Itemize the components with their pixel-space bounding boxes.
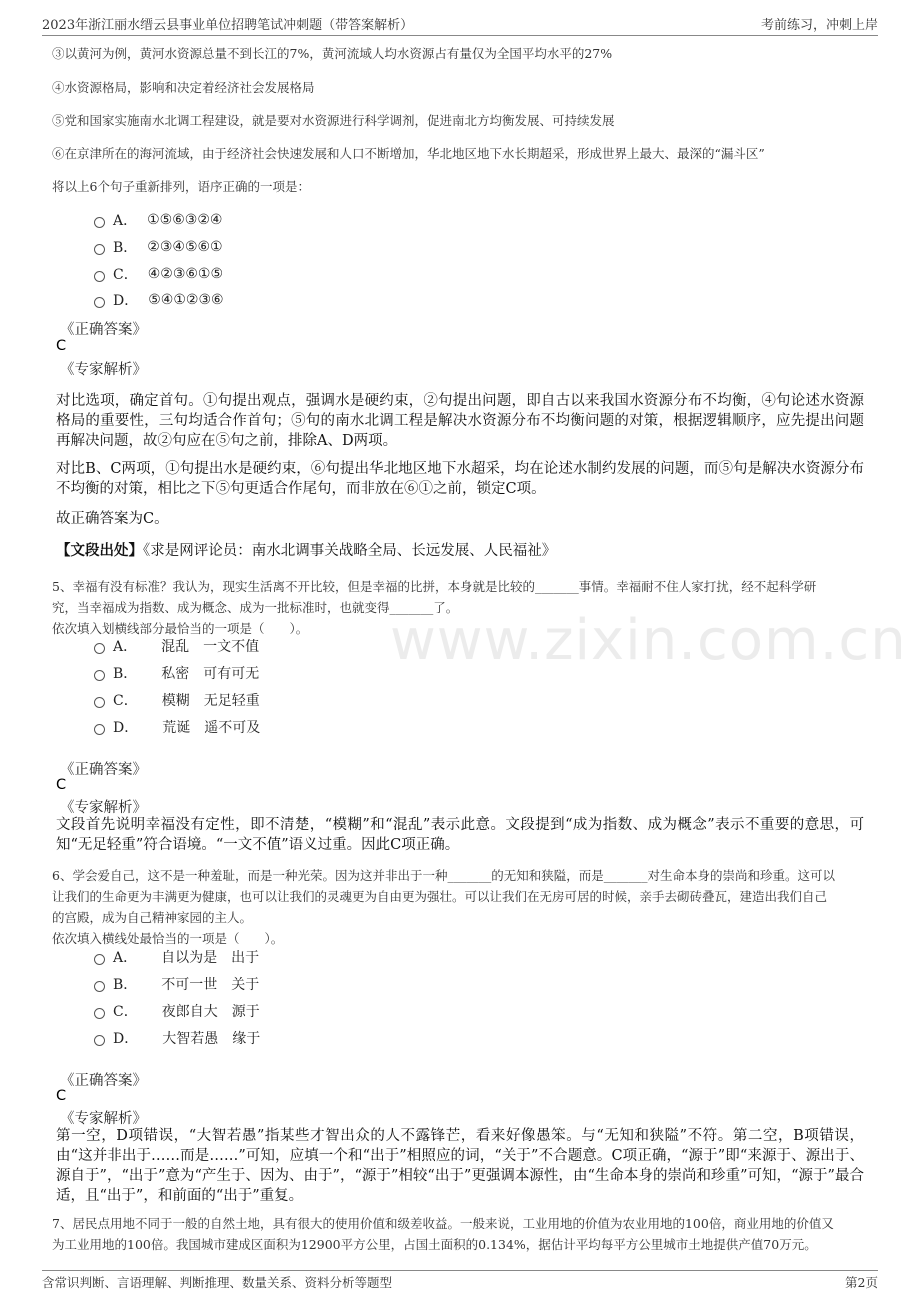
- page-number: 第2页: [845, 1275, 878, 1290]
- q4-analysis-p3: 故正确答案为C。: [56, 511, 169, 527]
- page-header: [42, 14, 878, 34]
- watermark: www.zixin.com.cn: [390, 608, 907, 673]
- q6-analysis: 第一空，D项错误，“大智若愚”指某些才智出众的人不露锋芒，看来好像愚笨。与“无知和狭隘”不符。第二空，B项错误，由“这并非出于……而是……”可知，应填一个和“出于”相照应的词，“关于”不合题意。C项正确，“源于”即“来源于、源出于、源自于”，“出于”意为“产生于、因为、由于”，“源于”相较“出于”更强调本源性，由“生命本身的崇尚和珍重”可知，“源于”最合适，且“出于”，和前面的“出于”重复。: [56, 1128, 864, 1204]
- radio-icon[interactable]: [94, 643, 105, 654]
- radio-icon[interactable]: [94, 1008, 105, 1019]
- q6-option-d[interactable]: D． 大智若愚 缘于: [94, 1028, 260, 1048]
- footer-description: 含常识判断、言语理解、判断推理、数量关系、资料分析等题型: [42, 1275, 393, 1290]
- q4-sentence-4: ④水资源格局，影响和决定着经济社会发展格局: [52, 80, 315, 95]
- q4-option-b[interactable]: B． ②③④⑤⑥①: [94, 237, 223, 257]
- q4-answer: C: [56, 338, 67, 354]
- q4-option-c[interactable]: C． ④②③⑥①⑤: [94, 264, 223, 284]
- q5-stem: 5、幸福有没有标准？我认为，现实生活离不开比较，但是幸福的比拼，本身就是比较的_______事情。幸福耐不住人家打扰，经不起科学研 究，当幸福成为指数、成为概念、成为一批标准时，也就变得_______了。 依次填入划横线部分最恰当的一项是（ ）。: [52, 576, 874, 639]
- q4-sentence-6: ⑥在京津所在的海河流域，由于经济社会快速发展和人口不断增加，华北地区地下水长期超采，形成世界上最大、最深的“漏斗区”: [52, 146, 765, 161]
- q5-option-a[interactable]: A． 混乱 一文不值: [94, 636, 259, 656]
- radio-icon[interactable]: [94, 217, 105, 228]
- q6-option-b[interactable]: B． 不可一世 关于: [94, 974, 259, 994]
- q5-analysis: 文段首先说明幸福没有定性，即不清楚，“模糊”和“混乱”表示此意。文段提到“成为指数、成为概念”表示不重要的意思，可知“无足轻重”符合语境。“一文不值”语义过重。因此C项正确。: [56, 817, 864, 853]
- q5-option-b[interactable]: B． 私密 可有可无: [94, 663, 259, 683]
- q5-option-d[interactable]: D． 荒诞 遥不可及: [94, 717, 260, 737]
- q4-analysis-p2: 对比B、C两项，①句提出水是硬约束，⑥句提出华北地区地下水超采，均在论述水制约发展的问题，而⑤句是解决水资源分布不均衡的对策，相比之下⑤句更适合作尾句，而非放在⑥①之前，锁定C项。: [56, 461, 864, 497]
- header-divider: [42, 35, 878, 36]
- q5-answer-label: 《正确答案》: [60, 762, 147, 778]
- radio-icon[interactable]: [94, 1035, 105, 1046]
- radio-icon[interactable]: [94, 670, 105, 681]
- document-title: 2023年浙江丽水缙云县事业单位招聘笔试冲刺题（带答案解析）: [42, 18, 414, 33]
- radio-icon[interactable]: [94, 697, 105, 708]
- radio-icon[interactable]: [94, 297, 105, 308]
- q6-prompt: 依次填入横线处最恰当的一项是（ ）。: [52, 931, 284, 946]
- q4-analysis-p1: 对比选项，确定首句。①句提出观点，强调水是硬约束，②句提出问题，即自古以来我国水资源分布不均衡，④句论述水资源格局的重要性，三句均适合作首句；⑤句的南水北调工程是解决水资源分布不均衡问题的对策，根据逻辑顺序，应先提出问题再解决问题，故②句应在⑤句之前，排除A、D两项。: [56, 393, 864, 449]
- q5-answer: C: [56, 777, 67, 793]
- footer-divider: [42, 1270, 878, 1271]
- radio-icon[interactable]: [94, 954, 105, 965]
- q4-option-d[interactable]: D． ⑤④①②③⑥: [94, 290, 224, 310]
- radio-icon[interactable]: [94, 724, 105, 735]
- q6-option-a[interactable]: A． 自以为是 出于: [94, 947, 259, 967]
- q4-answer-label: 《正确答案》: [60, 322, 147, 338]
- q6-stem: 6、学会爱自己，这不是一种羞耻，而是一种光荣。因为这并非出于一种_______的无知和狭隘，而是_______对生命本身的崇尚和珍重。这可以 让我们的生命更为丰满更为健康，也可以让我们的灵魂更为自由更为强壮。可以让我们在无房可居的时候，亲手去砌砖叠瓦，建造出我们自己 的宫殿，成为自己精神家园的主人。 依次填入横线处最恰当的一项是（ ）。: [52, 865, 874, 949]
- q6-answer-label: 《正确答案》: [60, 1073, 147, 1089]
- q4-sentence-5: ⑤党和国家实施南水北调工程建设，就是要对水资源进行科学调剂，促进南北方均衡发展、可持续发展: [52, 113, 615, 128]
- radio-icon[interactable]: [94, 244, 105, 255]
- q4-source: 【文段出处】《求是网评论员：南水北调事关战略全局、长远发展、人民福祉》: [56, 542, 557, 559]
- page-footer: [42, 1273, 878, 1291]
- q5-analysis-label: 《专家解析》: [60, 800, 147, 816]
- q4-option-a[interactable]: A． ①⑤⑥③②④: [94, 210, 222, 230]
- q6-answer: C: [56, 1088, 67, 1104]
- q7-stem: 7、居民点用地不同于一般的自然土地，具有很大的使用价值和级差收益。一般来说，工业用地的价值为农业用地的100倍，商业用地的价值又 为工业用地的100倍。我国城市建成区面积为12900平方公里，占国土面积的0.134%，据估计平均每平方公里城市土地提供产值70万元。: [52, 1216, 834, 1252]
- q4-prompt: 将以上6个句子重新排列，语序正确的一项是：: [52, 179, 310, 194]
- q5-option-c[interactable]: C． 模糊 无足轻重: [94, 690, 260, 710]
- q4-sentence-3: ③以黄河为例，黄河水资源总量不到长江的7%，黄河流域人均水资源占有量仅为全国平均水平的27%: [52, 46, 613, 61]
- radio-icon[interactable]: [94, 981, 105, 992]
- q6-analysis-label: 《专家解析》: [60, 1111, 147, 1127]
- radio-icon[interactable]: [94, 271, 105, 282]
- q5-prompt: 依次填入划横线部分最恰当的一项是（ ）。: [52, 621, 309, 636]
- header-slogan: 考前练习，冲刺上岸: [760, 18, 878, 33]
- q6-option-c[interactable]: C． 夜郎自大 源于: [94, 1001, 260, 1021]
- q4-analysis-label: 《专家解析》: [60, 362, 147, 378]
